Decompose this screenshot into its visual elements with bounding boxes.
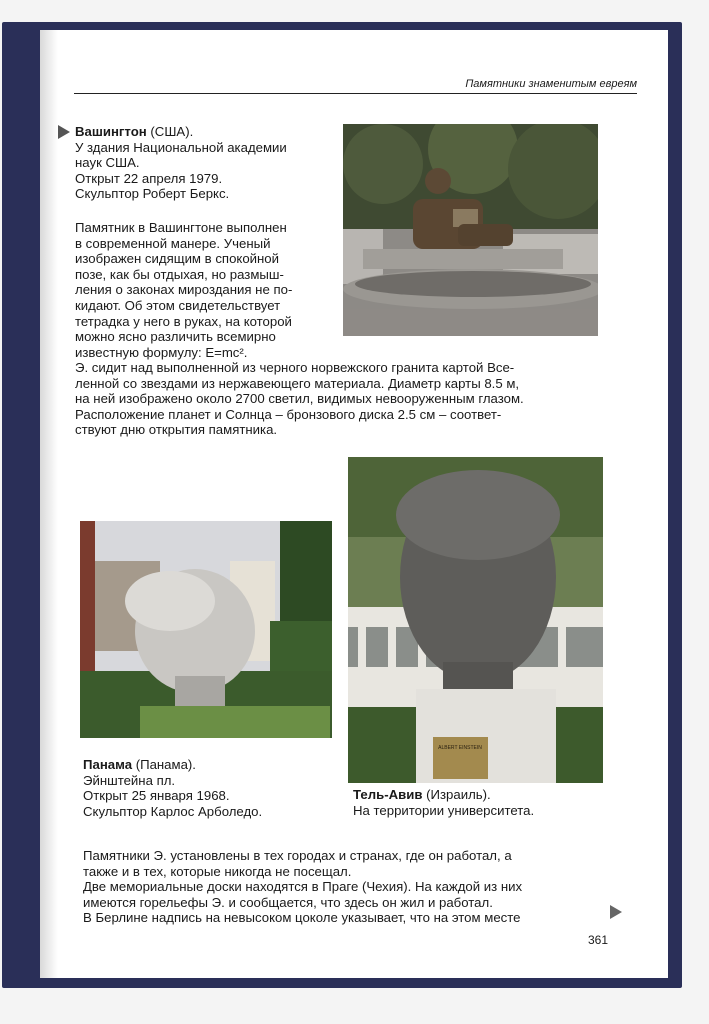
telaviv-caption — [353, 787, 603, 818]
text-line: в современной манере. Ученый — [75, 235, 271, 251]
washington-caption — [75, 124, 345, 202]
washington-sculptor: Скульптор Роберт Беркс. — [75, 186, 230, 202]
text-line: позе, как бы отдыхая, но размыш- — [75, 266, 284, 282]
text-line: В Берлине надпись на невысоком цоколе указывает, что на этом месте — [83, 910, 521, 926]
running-header — [74, 78, 637, 94]
text-line: имеются горельефы Э. и сообщается, что здесь он жил и работал. — [83, 894, 493, 910]
book-page — [40, 30, 668, 978]
text-line: Э. сидит над выполненной из черного норвежского гранита картой Все- — [75, 360, 515, 375]
continue-marker-icon — [610, 905, 622, 919]
panama-location: Эйнштейна пл. — [83, 772, 176, 788]
text-line: на ней изображено около 2700 светил, видимых невооруженным глазом. — [75, 391, 524, 407]
telaviv-monument-photo — [348, 457, 603, 783]
text-line: Памятники Э. установлены в тех городах и странах, где он работал, а — [83, 848, 512, 863]
text-line: можно ясно различить всемирно — [75, 329, 276, 345]
washington-monument-photo — [343, 124, 598, 336]
panama-title: Панама — [83, 757, 133, 772]
text-line: ленной со звездами из нержавеющего материала. Диаметр карты 8.5 м, — [75, 375, 520, 391]
panama-caption — [83, 757, 333, 819]
washington-location-2: наук США. — [75, 155, 140, 171]
text-line: Памятник в Вашингтоне выполнен — [75, 220, 287, 235]
telaviv-location: На территории университета. — [353, 802, 535, 818]
text-line: тетрадка у него в руках, на которой — [75, 313, 292, 329]
washington-country: (США). — [146, 124, 194, 139]
text-line: также и в тех, которые никогда не посещал. — [83, 863, 352, 879]
bottom-paragraph — [83, 848, 613, 926]
panama-monument-photo — [80, 521, 332, 738]
washington-title: Вашингтон — [75, 124, 147, 139]
washington-location: У здания Национальной академии — [75, 139, 287, 155]
panama-opened: Открыт 25 января 1968. — [83, 788, 230, 804]
text-line: изображен сидящим в спокойной — [75, 251, 280, 267]
text-line: Две мемориальные доски находятся в Праге (Чехия). На каждой из них — [83, 879, 523, 895]
plaque-text: ALBERT EINSTEIN — [438, 745, 482, 751]
panama-country: (Панама). — [132, 757, 196, 772]
washington-description — [75, 220, 330, 360]
running-header-title: Памятники знаменитым евреям — [465, 78, 637, 90]
text-line: ствуют дню открытия памятника. — [75, 422, 278, 438]
text-line: кидают. Об этом свидетельствует — [75, 297, 281, 313]
panama-sculptor: Скульптор Карлос Арболедо. — [83, 803, 263, 819]
section-marker-icon — [58, 125, 70, 139]
page-gutter-shadow — [40, 30, 58, 978]
telaviv-title: Тель-Авив — [353, 787, 423, 802]
telaviv-country: (Израиль). — [422, 787, 491, 802]
page-number: 361 — [588, 933, 609, 947]
text-line: ления о законах мироздания не по- — [75, 282, 293, 298]
text-line: Расположение планет и Солнца – бронзового диска 2.5 см – соответ- — [75, 406, 502, 422]
washington-opened: Открыт 22 апреля 1979. — [75, 170, 223, 186]
washington-description-2 — [75, 360, 605, 438]
text-line: известную формулу: E=mc². — [75, 344, 248, 360]
